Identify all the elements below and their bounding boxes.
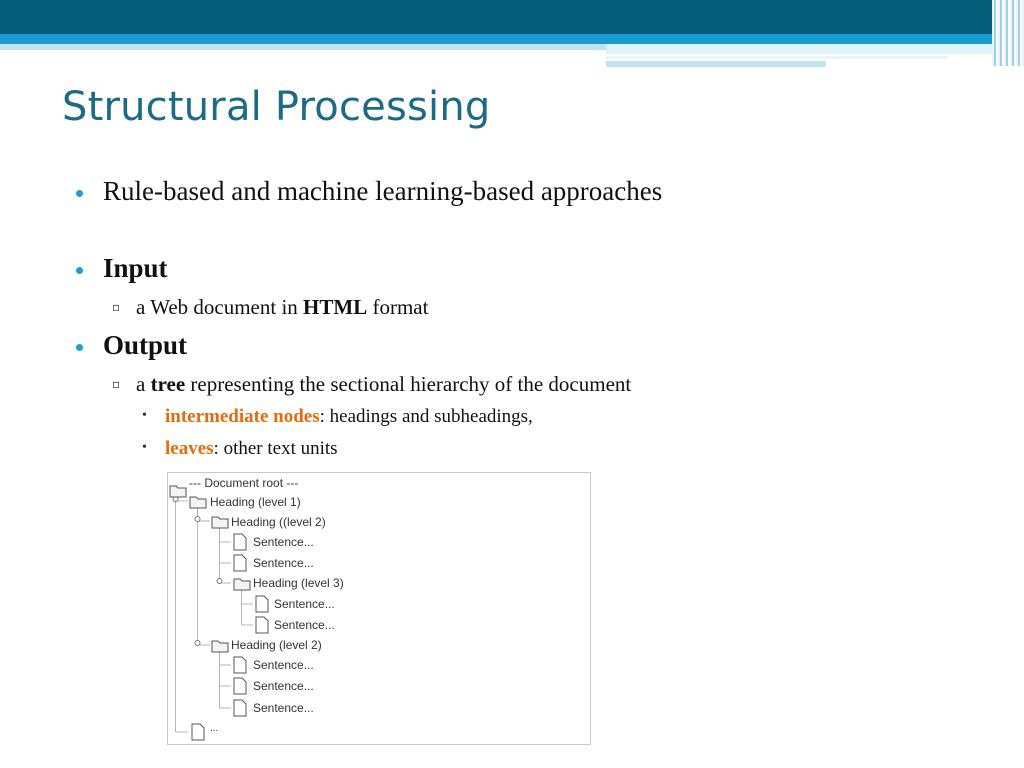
document-tree-diagram <box>167 472 591 745</box>
tree-node-label: --- Document root --- <box>189 476 299 490</box>
tree-node-label: Heading ((level 2) <box>231 515 326 529</box>
sub-bullet-marker: ▫ <box>112 377 121 391</box>
header-band-light <box>606 61 826 67</box>
text-post: representing the sectional hierarchy of the document <box>185 372 632 396</box>
tree-node-label: Heading (level 2) <box>231 638 322 652</box>
bullet-dot <box>76 267 83 274</box>
tree-node-label: Heading (level 3) <box>253 576 344 590</box>
text-pre: a <box>136 372 151 396</box>
tree-node-label: Sentence... <box>253 679 314 693</box>
tree-node-label: Sentence... <box>253 701 314 715</box>
highlight-text: intermediate nodes <box>165 406 320 427</box>
slide-title: Structural Processing <box>62 84 491 130</box>
text-rest: : headings and subheadings, <box>319 406 533 427</box>
sub-sub-bullet-marker: • <box>142 408 147 423</box>
header-band-dark <box>0 0 1024 34</box>
sub-bullet-text <box>136 295 428 320</box>
tree-node-label: Sentence... <box>274 618 335 632</box>
text-bold: tree <box>150 372 186 396</box>
sub-sub-bullet-text <box>165 406 533 428</box>
tree-node-label: ... <box>210 723 219 734</box>
tree-node-label: Sentence... <box>253 556 314 570</box>
header-band-light <box>606 56 948 59</box>
tree-node-label: Sentence... <box>253 658 314 672</box>
sub-bullet-marker: ▫ <box>112 300 121 314</box>
text-pre: a Web document in <box>136 295 304 319</box>
sub-bullet-text <box>136 372 631 397</box>
text-bold: HTML <box>303 295 368 319</box>
tree-node-label: Sentence... <box>253 535 314 549</box>
highlight-text: leaves <box>165 438 214 459</box>
bullet-dot <box>76 190 83 197</box>
tree-node-label: Heading (level 1) <box>210 495 301 509</box>
tree-node-label: Sentence... <box>274 597 335 611</box>
tree-connectors <box>168 473 590 744</box>
header-band-mid <box>0 34 1024 44</box>
bullet-text: Output <box>103 330 188 360</box>
text-rest: : other text units <box>213 438 338 459</box>
sub-sub-bullet-text <box>165 438 338 460</box>
header-stripes <box>992 0 1024 66</box>
header-band-light <box>606 44 1024 54</box>
sub-sub-bullet-marker: • <box>142 440 147 455</box>
text-post: format <box>367 295 429 319</box>
bullet-text: Rule-based and machine learning-based approaches <box>103 176 663 206</box>
header-band-light <box>0 44 606 50</box>
bullet-text: Input <box>103 253 168 283</box>
bullet-dot <box>76 344 83 351</box>
